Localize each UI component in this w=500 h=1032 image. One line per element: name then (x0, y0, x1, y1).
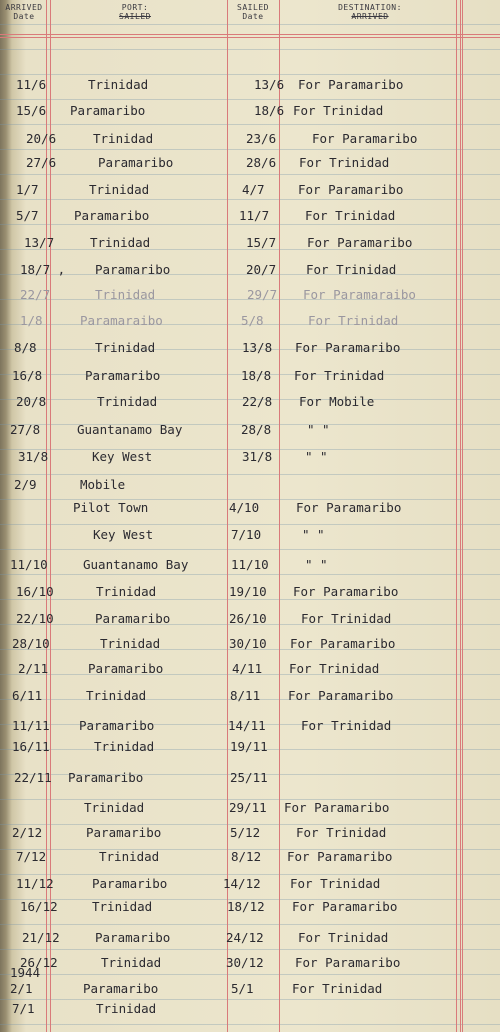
arrived-date: 27/8 (10, 422, 41, 437)
port-name: Paramaribo (68, 770, 144, 785)
arrived-date: 20/6 (26, 131, 57, 146)
sailed-date: 31/8 (242, 449, 273, 464)
header-destination (300, 3, 440, 21)
sailed-date: 5/12 (230, 825, 261, 840)
arrived-date: 13/7 (24, 235, 55, 250)
sailed-date: 22/8 (242, 394, 273, 409)
destination: For Paramaribo (295, 955, 401, 970)
arrived-date: 11/6 (16, 77, 47, 92)
destination: For Paramaraibo (303, 287, 416, 302)
destination: For Paramaribo (284, 800, 390, 815)
port-name: Paramaribo (95, 930, 171, 945)
destination: For Trinidad (293, 103, 384, 118)
arrived-date: 16/11 (12, 739, 50, 754)
port-name: Paramaribo (98, 155, 174, 170)
destination: For Trinidad (301, 611, 392, 626)
arrived-date: 1944 (10, 965, 41, 980)
arrived-date: 16/10 (16, 584, 54, 599)
sailed-date: 13/6 (254, 77, 285, 92)
arrived-date: 22/7 (20, 287, 51, 302)
sailed-date: 5/1 (231, 981, 254, 996)
column-rule (456, 0, 461, 1032)
port-name: Paramaribo (79, 718, 155, 733)
destination: For Trinidad (308, 313, 399, 328)
destination: " " (305, 557, 328, 572)
arrived-date: 2/11 (18, 661, 49, 676)
sailed-date: 4/10 (229, 500, 260, 515)
sailed-date: 30/10 (229, 636, 267, 651)
port-name: Key West (92, 449, 153, 464)
sailed-date: 18/12 (227, 899, 265, 914)
arrived-date: 11/12 (16, 876, 54, 891)
sailed-date: 8/12 (231, 849, 262, 864)
port-name: Mobile (80, 477, 126, 492)
sailed-date: 29/7 (247, 287, 278, 302)
arrived-date: 1/8 (20, 313, 43, 328)
sailed-date: 4/7 (242, 182, 265, 197)
port-name: Trinidad (97, 394, 158, 409)
sailed-date: 30/12 (226, 955, 264, 970)
port-name: Guantanamo Bay (83, 557, 189, 572)
port-name: Trinidad (95, 340, 156, 355)
header-sailed (229, 3, 277, 21)
destination: For Trinidad (298, 930, 389, 945)
destination: For Trinidad (292, 981, 383, 996)
port-name: Trinidad (95, 287, 156, 302)
destination: For Trinidad (294, 368, 385, 383)
port-name: Paramaribo (95, 262, 171, 277)
destination: " " (307, 422, 330, 437)
arrived-date: 7/1 (12, 1001, 35, 1016)
destination: For Trinidad (299, 155, 390, 170)
port-name: Paramaribo (92, 876, 168, 891)
destination: For Trinidad (296, 825, 387, 840)
sailed-date: 29/11 (229, 800, 267, 815)
arrived-date: 27/6 (26, 155, 57, 170)
sailed-date: 15/7 (246, 235, 277, 250)
port-name: Key West (93, 527, 154, 542)
arrived-date: 28/10 (12, 636, 50, 651)
sailed-date: 20/7 (246, 262, 277, 277)
destination: For Paramaribo (287, 849, 393, 864)
header-sailed-sub: Date (242, 12, 264, 21)
arrived-date: 15/6 (16, 103, 47, 118)
destination: " " (302, 527, 325, 542)
port-name: Trinidad (99, 849, 160, 864)
destination: For Paramaribo (298, 182, 404, 197)
sailed-date: 4/11 (232, 661, 263, 676)
sailed-date: 14/11 (228, 718, 266, 733)
destination: For Paramaribo (296, 500, 402, 515)
arrived-date: 16/8 (12, 368, 43, 383)
port-name: Trinidad (84, 800, 145, 815)
destination: For Mobile (299, 394, 375, 409)
arrived-date: 18/7 , (20, 262, 66, 277)
header-rule (0, 34, 500, 35)
port-name: Trinidad (96, 1001, 157, 1016)
sailed-date: 24/12 (226, 930, 264, 945)
port-name: Paramaribo (88, 661, 164, 676)
port-name: Trinidad (100, 636, 161, 651)
port-name: Guantanamo Bay (77, 422, 183, 437)
sailed-date: 19/11 (230, 739, 268, 754)
arrived-date: 6/11 (12, 688, 43, 703)
column-rule (462, 0, 463, 1032)
port-name: Trinidad (89, 182, 150, 197)
sailed-date: 25/11 (230, 770, 268, 785)
port-name: Paramaraibo (80, 313, 163, 328)
port-name: Trinidad (88, 77, 149, 92)
destination: For Trinidad (305, 208, 396, 223)
arrived-date: 5/7 (16, 208, 39, 223)
destination: For Paramaribo (293, 584, 399, 599)
arrived-date: 2/9 (14, 477, 37, 492)
destination: For Paramaribo (290, 636, 396, 651)
port-name: Paramaribo (83, 981, 159, 996)
port-name: Trinidad (101, 955, 162, 970)
port-name: Paramaribo (74, 208, 150, 223)
arrived-date: 2/1 (10, 981, 33, 996)
destination: For Trinidad (290, 876, 381, 891)
arrived-date: 8/8 (14, 340, 37, 355)
port-name: Trinidad (96, 584, 157, 599)
sailed-date: 5/8 (241, 313, 264, 328)
arrived-date: 2/12 (12, 825, 43, 840)
destination: For Paramaribo (288, 688, 394, 703)
port-name: Trinidad (93, 131, 154, 146)
arrived-date: 22/11 (14, 770, 52, 785)
arrived-date: 26/12 (20, 955, 58, 970)
header-port (60, 3, 210, 21)
header-port-label: PORT: (121, 3, 149, 12)
port-name: Paramaribo (70, 103, 146, 118)
sailed-date: 13/8 (242, 340, 273, 355)
destination: For Trinidad (301, 718, 392, 733)
arrived-date: 11/10 (10, 557, 48, 572)
arrived-date: 1/7 (16, 182, 39, 197)
sailed-date: 19/10 (229, 584, 267, 599)
column-rule (279, 0, 280, 1032)
arrived-date: 7/12 (16, 849, 47, 864)
arrived-date: 16/12 (20, 899, 58, 914)
sailed-date: 11/7 (239, 208, 270, 223)
header-arrived-label: ARRIVED (5, 3, 43, 12)
sailed-date: 18/6 (254, 103, 285, 118)
destination: For Paramaribo (292, 899, 398, 914)
port-name: Trinidad (94, 739, 155, 754)
arrived-date: 11/11 (12, 718, 50, 733)
arrived-date: 31/8 (18, 449, 49, 464)
port-name: Pilot Town (73, 500, 149, 515)
arrived-date: 21/12 (22, 930, 60, 945)
destination: " " (305, 449, 328, 464)
destination: For Paramaribo (298, 77, 404, 92)
port-name: Paramaribo (85, 368, 161, 383)
port-name: Trinidad (92, 899, 153, 914)
sailed-date: 26/10 (229, 611, 267, 626)
port-name: Trinidad (90, 235, 151, 250)
sailed-date: 11/10 (231, 557, 269, 572)
sailed-date: 14/12 (223, 876, 261, 891)
header-arrived-sub: Date (13, 12, 35, 21)
destination: For Trinidad (289, 661, 380, 676)
header-destination-label: DESTINATION: (338, 3, 402, 12)
sailed-date: 28/6 (246, 155, 277, 170)
header-destination-sub: ARRIVED (351, 12, 389, 21)
destination: For Trinidad (306, 262, 397, 277)
arrived-date: 22/10 (16, 611, 54, 626)
sailed-date: 23/6 (246, 131, 277, 146)
destination: For Paramaribo (307, 235, 413, 250)
arrived-date: 20/8 (16, 394, 47, 409)
sailed-date: 28/8 (241, 422, 272, 437)
sailed-date: 7/10 (231, 527, 262, 542)
destination: For Paramaribo (295, 340, 401, 355)
header-arrived (2, 3, 46, 21)
header-rule (0, 37, 500, 38)
header-sailed-label: SAILED (237, 3, 269, 12)
port-name: Paramaribo (86, 825, 162, 840)
header-port-sub: SAILED (119, 12, 151, 21)
port-name: Trinidad (86, 688, 147, 703)
port-name: Paramaribo (95, 611, 171, 626)
sailed-date: 8/11 (230, 688, 261, 703)
sailed-date: 18/8 (241, 368, 272, 383)
destination: For Paramaribo (312, 131, 418, 146)
